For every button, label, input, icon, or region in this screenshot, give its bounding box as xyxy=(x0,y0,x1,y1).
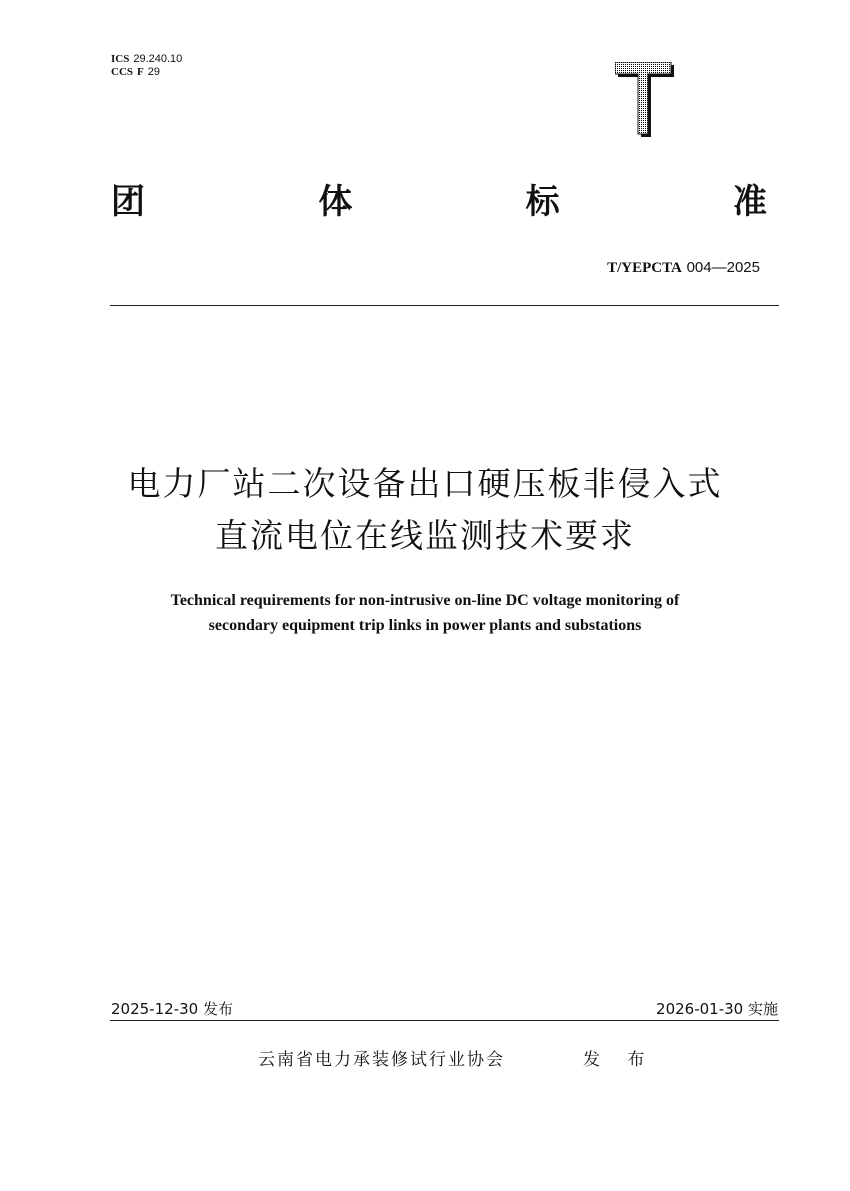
title-en-line2: secondary equipment trip links in power plants and substations xyxy=(208,617,642,634)
standard-type-char: 团 xyxy=(111,182,145,222)
ccs-class: F xyxy=(137,66,144,78)
ccs-code xyxy=(111,66,182,79)
ccs-label: CCS xyxy=(111,66,134,78)
implementation-date: 2026-01-30 实施 xyxy=(656,1000,778,1018)
t-standard-logo xyxy=(615,62,677,140)
publish-action: 发 布 xyxy=(583,1050,653,1070)
standard-type-char: 准 xyxy=(732,182,767,222)
ccs-value: 29 xyxy=(147,66,160,78)
standard-type-char: 体 xyxy=(318,182,353,222)
title-cn-line1: 电力厂站二次设备出口硬压板非侵入式 xyxy=(127,464,723,503)
standard-type-char: 标 xyxy=(525,182,560,222)
standard-number xyxy=(607,258,760,277)
footer-divider xyxy=(110,1020,779,1021)
title-cn-line2: 直流电位在线监测技术要求 xyxy=(215,516,635,555)
standard-number-value: 004—2025 xyxy=(686,259,760,276)
ics-label: ICS xyxy=(111,53,130,65)
header-divider xyxy=(110,305,779,306)
standard-type-heading xyxy=(111,180,767,224)
classification-codes xyxy=(111,53,182,79)
standard-number-prefix: T/YEPCTA xyxy=(607,260,682,276)
release-date: 2025-12-30 发布 xyxy=(111,1000,233,1018)
ics-code xyxy=(111,53,182,66)
ics-value: 29.240.10 xyxy=(133,53,183,65)
publisher-name: 云南省电力承装修试行业协会 xyxy=(258,1050,505,1070)
title-en-line1: Technical requirements for non-intrusive on-line DC voltage monitoring of xyxy=(170,592,680,609)
